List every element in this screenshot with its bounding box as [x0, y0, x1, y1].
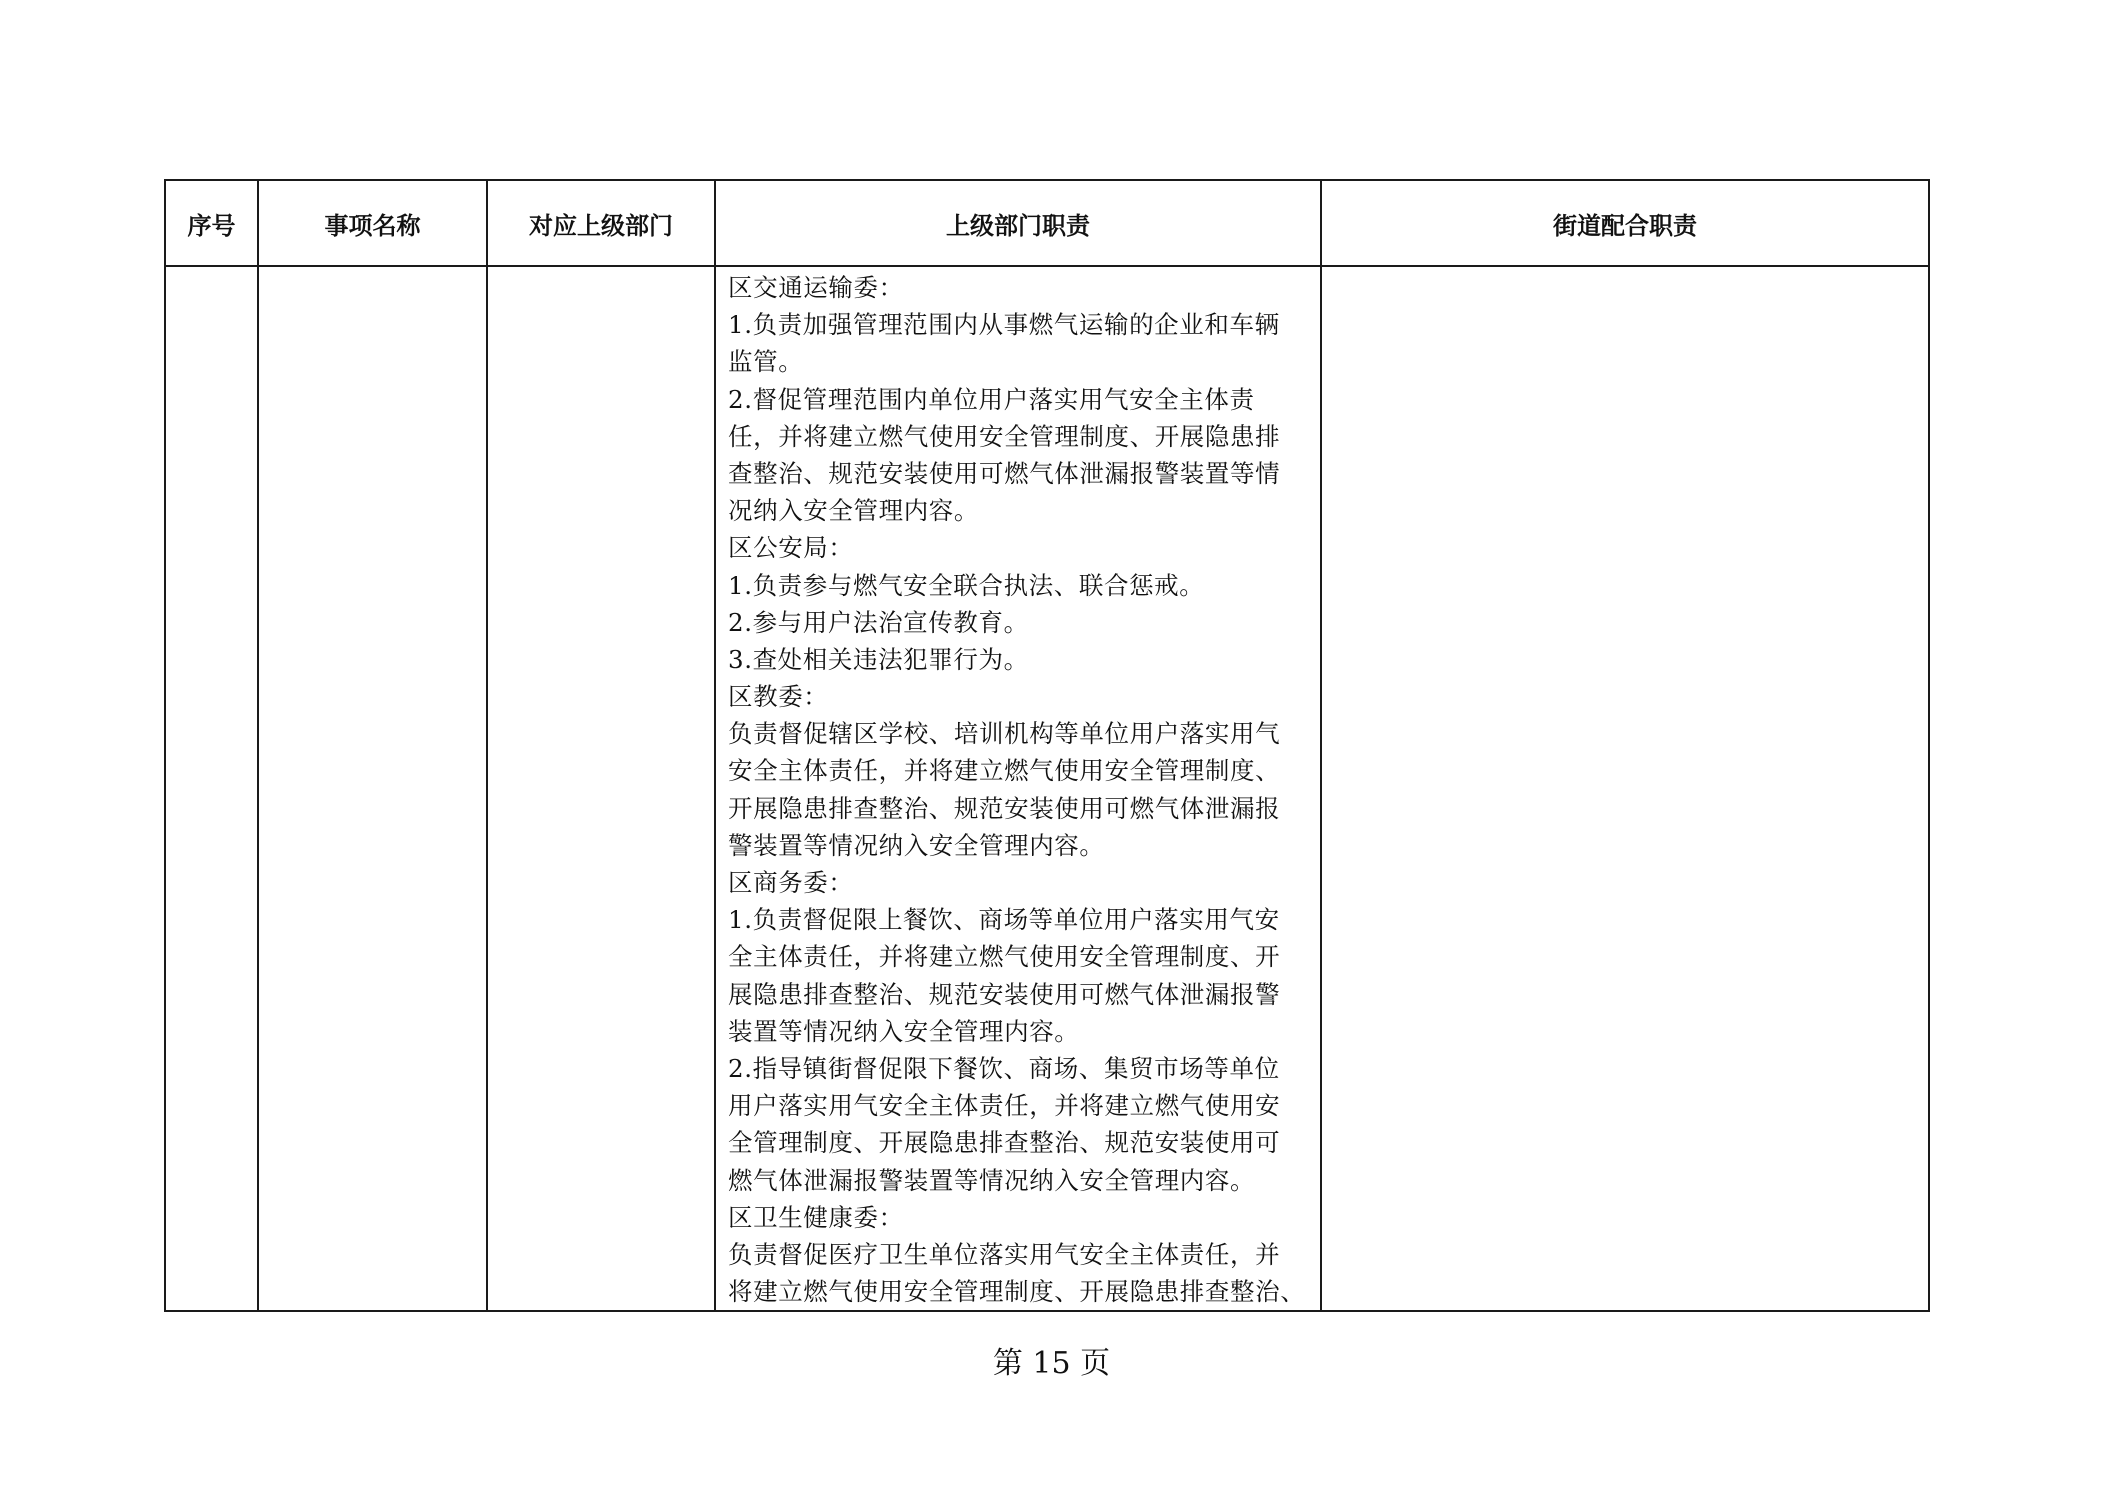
cell-number [165, 266, 258, 1311]
duty-line: 燃气体泄漏报警装置等情况纳入安全管理内容。 [728, 1165, 1256, 1195]
duty-line: 1.负责督促限上餐饮、商场等单位用户落实用气安 [728, 905, 1280, 935]
duty-line: 安全主体责任，并将建立燃气使用安全管理制度、 [728, 756, 1281, 786]
duty-line: 3.查处相关违法犯罪行为。 [728, 644, 1029, 674]
duty-line: 装置等情况纳入安全管理内容。 [728, 1016, 1080, 1046]
duty-line: 警装置等情况纳入安全管理内容。 [728, 830, 1105, 860]
duty-line: 负责督促医疗卫生单位落实用气安全主体责任，并 [728, 1239, 1281, 1269]
duty-line: 2.指导镇街督促限下餐饮、商场、集贸市场等单位 [728, 1053, 1280, 1083]
duties-table [164, 179, 1930, 1312]
duty-line: 用户落实用气安全主体责任，并将建立燃气使用安 [728, 1091, 1281, 1121]
duty-line: 区交通运输委： [728, 273, 904, 302]
duty-line: 区卫生健康委： [728, 1202, 904, 1232]
duty-line: 1.负责参与燃气安全联合执法、联合惩戒。 [728, 570, 1205, 600]
duty-line: 2.督促管理范围内单位用户落实用气安全主体责 [728, 384, 1255, 414]
header-number: 序号 [165, 180, 258, 266]
header-department: 对应上级部门 [487, 180, 715, 266]
duty-line: 全主体责任，并将建立燃气使用安全管理制度、开 [728, 942, 1281, 972]
duty-line: 区商务委： [728, 868, 854, 897]
page-number: 第 15 页 [992, 1346, 1111, 1381]
header-item-name: 事项名称 [258, 180, 487, 266]
duty-line: 区教委： [728, 682, 829, 712]
duty-line: 查整治、规范安装使用可燃气体泄漏报警装置等情 [728, 458, 1281, 488]
header-superior-duties: 上级部门职责 [715, 180, 1321, 266]
duty-line: 1.负责加强管理范围内从事燃气运输的企业和车辆 [728, 310, 1280, 340]
table-header-row [165, 180, 1929, 266]
duty-line: 开展隐患排查整治、规范安装使用可燃气体泄漏报 [728, 793, 1281, 823]
cell-item-name [258, 266, 487, 1311]
cell-street-duties [1321, 266, 1929, 1311]
duty-line: 区公安局： [728, 533, 854, 563]
duty-line: 展隐患排查整治、规范安装使用可燃气体泄漏报警 [728, 979, 1281, 1009]
superior-duties-text [728, 269, 1308, 1310]
table-row [165, 266, 1929, 1311]
duty-line: 2.参与用户法治宣传教育。 [728, 607, 1029, 637]
duty-line: 负责督促辖区学校、培训机构等单位用户落实用气 [728, 719, 1281, 749]
cell-superior-duties [715, 266, 1321, 1311]
duty-line: 任，并将建立燃气使用安全管理制度、开展隐患排 [728, 421, 1281, 451]
duty-line: 况纳入安全管理内容。 [728, 496, 979, 526]
cell-department [487, 266, 715, 1311]
duty-line: 全管理制度、开展隐患排查整治、规范安装使用可 [728, 1128, 1281, 1158]
duty-line: 监管。 [728, 347, 804, 377]
header-street-duties: 街道配合职责 [1321, 180, 1929, 266]
duty-line: 将建立燃气使用安全管理制度、开展隐患排查整治、 [728, 1277, 1306, 1307]
